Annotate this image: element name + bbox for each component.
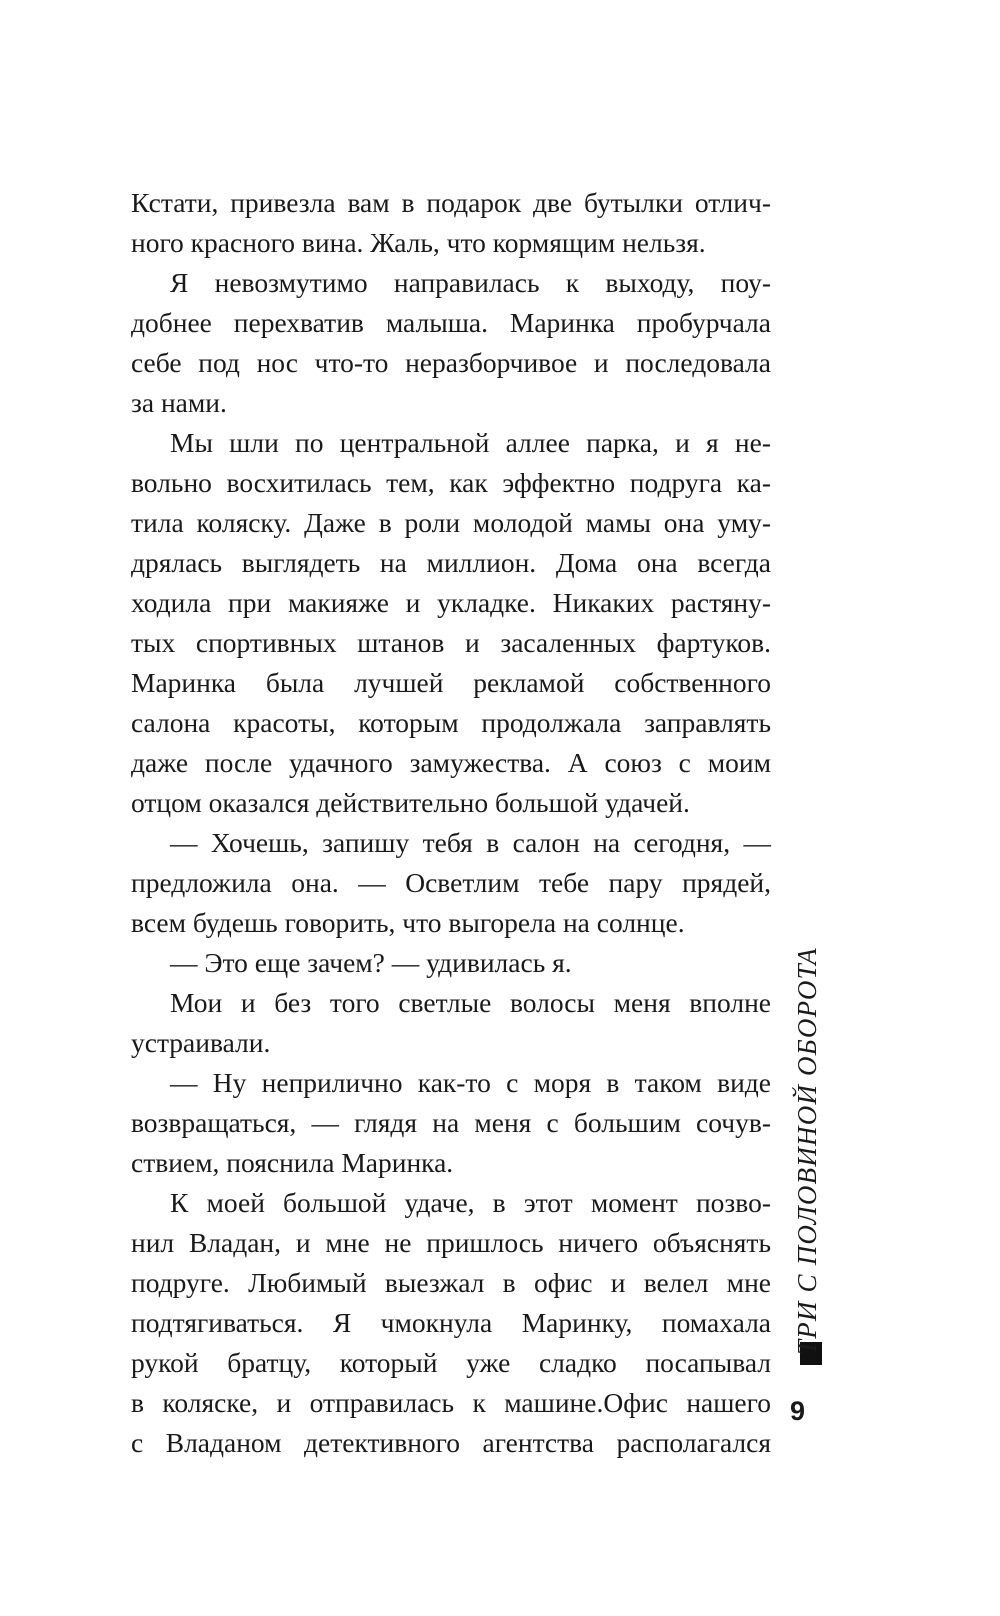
text-line: добнее перехватив малыша. Маринка пробурчала: [131, 307, 771, 338]
text-line: ного красного вина. Жаль, что кормящим нельзя.: [131, 227, 706, 258]
text-line: подруге. Любимый выезжал в офис и велел мне: [131, 1267, 771, 1298]
text-line: Мои и без того светлые волосы меня вполне: [170, 987, 771, 1018]
text-line: тила коляску. Даже в роли молодой мамы она уму-: [131, 507, 771, 538]
text-line: возвращаться, — глядя на меня с большим сочув-: [131, 1107, 771, 1138]
text-line: себе под нос что-то неразборчивое и последовала: [131, 347, 771, 378]
page-number: 9: [790, 1396, 806, 1426]
text-line: ствием, пояснила Маринка.: [131, 1147, 454, 1178]
text-line: всем будешь говорить, что выгорела на солнце.: [131, 907, 685, 938]
text-line: Маринка была лучшей рекламой собственного: [131, 667, 771, 698]
text-line: рукой братцу, который уже сладко посапывал: [131, 1347, 771, 1378]
text-line: предложила она. — Осветлим тебе пару прядей,: [131, 867, 771, 898]
text-line: за нами.: [131, 387, 227, 418]
text-line: нил Владан, и мне не пришлось ничего объяснять: [131, 1227, 771, 1258]
text-line: ходила при макияже и укладке. Никаких растяну-: [131, 587, 771, 618]
text-line: К моей большой удаче, в этот момент позво-: [170, 1187, 771, 1218]
text-line: подтягиваться. Я чмокнула Маринку, помахала: [131, 1307, 771, 1338]
text-line: Мы шли по центральной аллее парка, и я не-: [170, 427, 771, 458]
text-line: в коляске, и отправилась к машине.Офис нашего: [131, 1387, 771, 1418]
text-line: с Владаном детективного агентства располагался: [131, 1427, 771, 1458]
text-line: — Это еще зачем? — удивилась я.: [170, 947, 572, 978]
text-line: салона красоты, которым продолжала заправлять: [131, 707, 771, 738]
text-line: — Хочешь, запишу тебя в салон на сегодня, —: [170, 827, 771, 858]
running-title: ТРИ С ПОЛОВИНОЙ ОБОРОТА: [792, 947, 822, 1355]
body-text: [131, 183, 771, 1463]
text-line: устраивали.: [131, 1027, 271, 1058]
text-line: — Ну неприлично как-то с моря в таком виде: [170, 1067, 771, 1098]
text-line: отцом оказался действительно большой удачей.: [131, 787, 690, 818]
text-line: дрялась выглядеть на миллион. Дома она всегда: [131, 547, 771, 578]
text-line: даже после удачного замужества. А союз с моим: [131, 747, 771, 778]
text-line: тых спортивных штанов и засаленных фартуков.: [131, 627, 771, 658]
text-line: вольно восхитилась тем, как эффектно подруга ка-: [131, 467, 771, 498]
text-line: Кстати, привезла вам в подарок две бутылки отлич-: [131, 187, 771, 218]
text-line: Я невозмутимо направилась к выходу, поу-: [170, 267, 771, 298]
